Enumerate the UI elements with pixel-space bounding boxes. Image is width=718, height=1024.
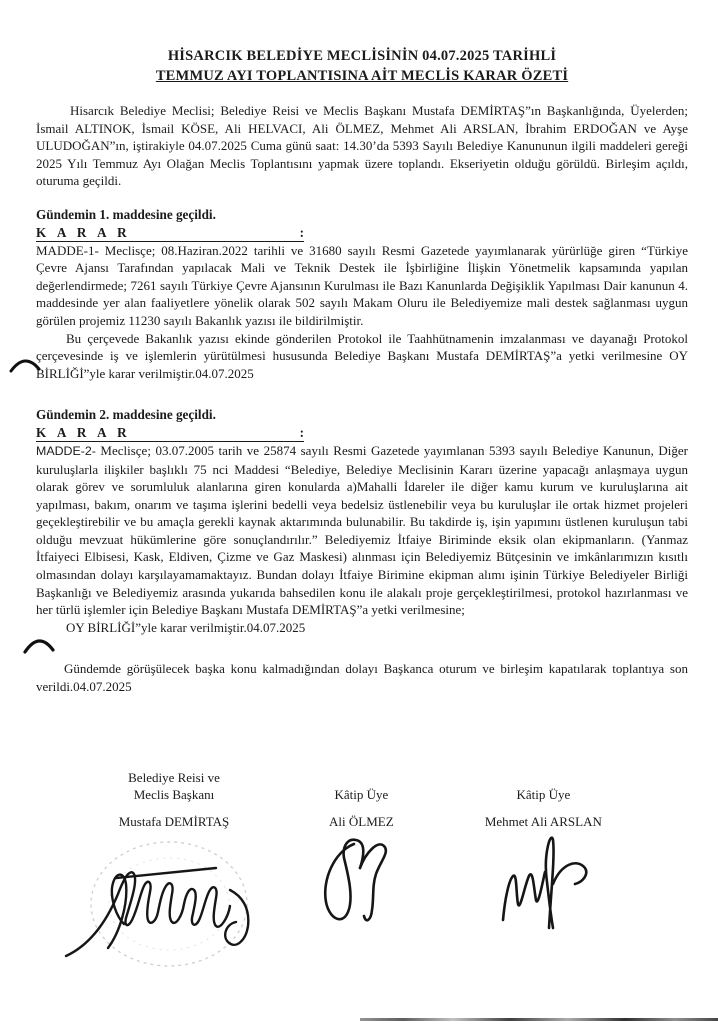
handwritten-check-mark-1 bbox=[8, 356, 42, 379]
agenda-1-karar-colon: : bbox=[299, 224, 304, 240]
signature-scribble-mustafa-demirtas bbox=[64, 832, 284, 977]
agenda-1-resolution: Bu çerçevede Bakanlık yazısı ekinde gönderilen Protokol ile Taahhütnamenin imzalanması ve dayanağı Protokol çerçevesinde iş ve işlemlerin yürütülmesi hususunda Belediye Başkanı Mustafa DEMİRTAŞ”a yetki verilmesine OY BİRLİĞİ”yle karar verilmiştir.04.07.2025 bbox=[36, 330, 688, 381]
closing-paragraph: Gündemde görüşülecek başka konu kalmadığından dolayı Başkanca oturum ve birleşim kapatılarak toplantıya son verildi.04.07.2025 bbox=[36, 661, 688, 695]
agenda-2-body-text: Meclisçe; 03.07.2005 tarih ve 25874 sayılı Resmi Gazetede yayımlanan 5393 sayılı Belediye Kanunun, Diğer kuruluşlarla ilişkiler başlıklı 75 nci Maddesi “Belediye, Belediye Meclisinin Kararı üzerine yapacağı anlaşmaya uygun olarak görev ve sorumluluk alanlarına giren konularda a)Mahalli İdareler ile diğer kamu kurum ve kuruluşlarına ait yapılması, bakım, onarım ve taşıma işlerini bedelli veya bedelsiz üstlenebilir veya bu kuruluşlar ile ortak hizmet projeleri geçekleştirebilir ve bu amaçla gerekli kaynak aktarımında bulunabilir. Bu takdirde iş, işin yapımını üstlenen kuruluşun tabi olduğu mevzuat hükümlerine göre sonuçlandırılır.” Belediyemiz İtfaiye Biriminde eksik olan ekipmanların. (Yanmaz İtfaiyeci Elbisesi, Kask, Eldiven, Çizme ve Gaz Maskesi) alınması için Belediyemiz Bütçesinin ve imkânlarımızın kısıtlı olmasından dolayı karşılayamamaktayız. Bundan dolayı İtfaiye Birimine ekipman alımı işinin Türkiye Belediyeler Birliği Başkanlığı ve Belediyemiz arasında yukarıda bahsedilen konu ile alakalı proje gerçekleştirilmesi, protokol hazırlanması ve her türlü işlemler için Belediye Başkanı Mustafa DEMİRTAŞ”a yetki verilmesine; bbox=[36, 442, 688, 618]
agenda-1-body-text: Meclisçe; 08.Haziran.2022 tarihli ve 31680 sayılı Resmi Gazetede yayımlanarak yürürlüğe giren “Türkiye Çevre Ajansı Tarafından yapılacak Mali ve Teknik Destek ile İşbirliğine İlişkin Yönetmelik kapsamında yapılan değerlendirmede; 7261 sayılı Türkiye Çevre Ajansının Kurulması ile Bazı Kanunlarda Değişiklik Yapılması Dair kanunun 4. maddesinde yer alan faaliyetlere yönelik olarak 502 sayılı Makam Oluru ile Belediyemize mali destek sağlanması uygun görülen projemiz 11230 sayılı Bakanlık yazısı ile bildirilmiştir. bbox=[36, 242, 688, 328]
agenda-1-body bbox=[36, 242, 688, 330]
signature-role: Kâtip Üye bbox=[516, 787, 571, 803]
agenda-2-karar-line bbox=[36, 424, 688, 442]
page-title bbox=[36, 46, 688, 86]
page-title-line-1: HİSARCIK BELEDİYE MECLİSİNİN 04.07.2025 TARİHLİ bbox=[167, 48, 557, 64]
handwritten-check-mark-2 bbox=[22, 636, 56, 661]
intro-paragraph: Hisarcık Belediye Meclisi; Belediye Reisi ve Meclis Başkanı Mustafa DEMİRTAŞ”ın Başkanlığında, Üyelerden; İsmail ALTINOK, İsmail KÖSE, Ali HELVACI, Ali ÖLMEZ, Mehmet Ali ARSLAN, İbrahim ERDOĞAN ve Ayşe ULUDOĞAN”ın, iştirakiyle 04.07.2025 Cuma günü saat: 14.30’da 5393 Sayılı Belediye Kanununun ilgili maddeleri gereği 2025 Yılı Temmuz Ayı Olağan Meclis Toplantısını yapmak üzere toplandı. Ekseriyetin olduğu görüldü. Birleşim açıldı, oturuma geçildi. bbox=[36, 103, 688, 189]
scan-artifact-line bbox=[360, 1018, 718, 1021]
signature-role: Kâtip Üye bbox=[334, 787, 389, 803]
signature-column-clerk-1 bbox=[284, 768, 439, 977]
agenda-2-karar-colon: : bbox=[299, 424, 304, 440]
signature-name: Ali ÖLMEZ bbox=[329, 813, 394, 829]
signature-role: Belediye Reisi ve Meclis Başkanı bbox=[128, 769, 220, 803]
agenda-2-body bbox=[36, 442, 688, 619]
signature-icon bbox=[493, 832, 593, 937]
agenda-1-karar-line bbox=[36, 224, 688, 242]
agenda-1-madde-label: MADDE-1- bbox=[36, 242, 99, 258]
signature-column-mayor bbox=[64, 768, 284, 977]
signature-column-clerk-2 bbox=[439, 768, 648, 977]
agenda-2-heading: Gündemin 2. maddesine geçildi. bbox=[36, 407, 216, 423]
signature-name: Mehmet Ali ARSLAN bbox=[484, 813, 602, 829]
signature-block bbox=[36, 768, 688, 977]
agenda-1-heading: Gündemin 1. maddesine geçildi. bbox=[36, 206, 216, 222]
agenda-2-madde-label: MADDE-2- bbox=[36, 443, 96, 458]
signature-name: Mustafa DEMİRTAŞ bbox=[118, 813, 230, 829]
page-title-line-2: TEMMUZ AYI TOPLANTISINA AİT MECLİS KARAR ÖZETİ bbox=[155, 68, 569, 84]
agenda-1-karar-label: K A R A R bbox=[36, 224, 131, 240]
signature-icon bbox=[314, 832, 409, 937]
agenda-2-resolution: OY BİRLİĞİ”yle karar verilmiştir.04.07.2025 bbox=[66, 619, 306, 635]
signature-icon bbox=[64, 832, 284, 972]
agenda-2-karar-label: K A R A R bbox=[36, 424, 131, 440]
signature-scribble-ali-olmez bbox=[314, 832, 409, 942]
signature-scribble-mehmet-ali-arslan bbox=[493, 832, 593, 942]
